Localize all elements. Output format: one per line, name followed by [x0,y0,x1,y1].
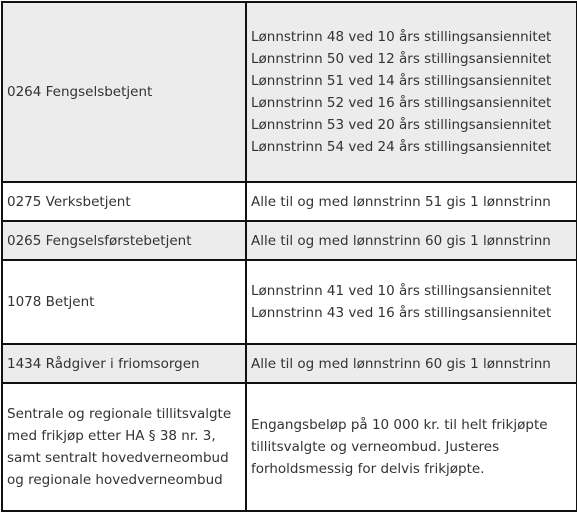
position-cell [2,344,246,383]
adjustment-line: Lønnstrinn 50 ved 12 års stillingsansiennitet [251,51,552,67]
adjustment-cell [246,344,577,383]
adjustment-line: Alle til og med lønnstrinn 60 gis 1 lønnstrinn [251,355,551,372]
adjustment-cell [246,2,577,182]
adjustment-line: Lønnstrinn 43 ved 16 års stillingsansiennitet [251,305,552,321]
position-label: 1078 Betjent [7,294,95,310]
adjustment-line: Lønnstrinn 48 ved 10 års stillingsansiennitet [251,29,552,45]
table-row [2,2,577,182]
position-cell [2,260,246,344]
position-label: 0265 Fengselsførstebetjent [7,232,192,249]
position-label: Sentrale og regionale tillitsvalgte med frikjøp etter HA § 38 nr. 3, samt sentralt hovedverneombud og regionale hovedverneombud [7,406,232,488]
salary-table [1,1,577,512]
table-row [2,344,577,383]
position-label: 1434 Rådgiver i friomsorgen [7,355,200,372]
position-cell [2,221,246,260]
adjustment-cell [246,260,577,344]
table-row [2,182,577,221]
adjustment-line: Lønnstrinn 52 ved 16 års stillingsansiennitet [251,95,552,111]
adjustment-cell [246,182,577,221]
position-label: 0264 Fengselsbetjent [7,84,153,100]
position-cell [2,2,246,182]
table-row [2,260,577,344]
adjustment-line: Lønnstrinn 51 ved 14 års stillingsansiennitet [251,73,552,89]
table-row [2,383,577,511]
position-cell [2,383,246,511]
adjustment-line: Alle til og med lønnstrinn 51 gis 1 lønnstrinn [251,193,551,210]
adjustment-cell [246,221,577,260]
position-cell [2,182,246,221]
table-row [2,221,577,260]
adjustment-line: Lønnstrinn 53 ved 20 års stillingsansiennitet [251,117,552,133]
adjustment-line: Lønnstrinn 54 ved 24 års stillingsansiennitet [251,139,552,155]
adjustment-line: Alle til og med lønnstrinn 60 gis 1 lønnstrinn [251,232,551,249]
adjustment-line: Lønnstrinn 41 ved 10 års stillingsansiennitet [251,283,552,299]
adjustment-cell [246,383,577,511]
adjustment-line: Engangsbeløp på 10 000 kr. til helt frikjøpte tillitsvalgte og verneombud. Justeres forholdsmessig for delvis frikjøpte. [251,417,548,477]
position-label: 0275 Verksbetjent [7,193,131,210]
